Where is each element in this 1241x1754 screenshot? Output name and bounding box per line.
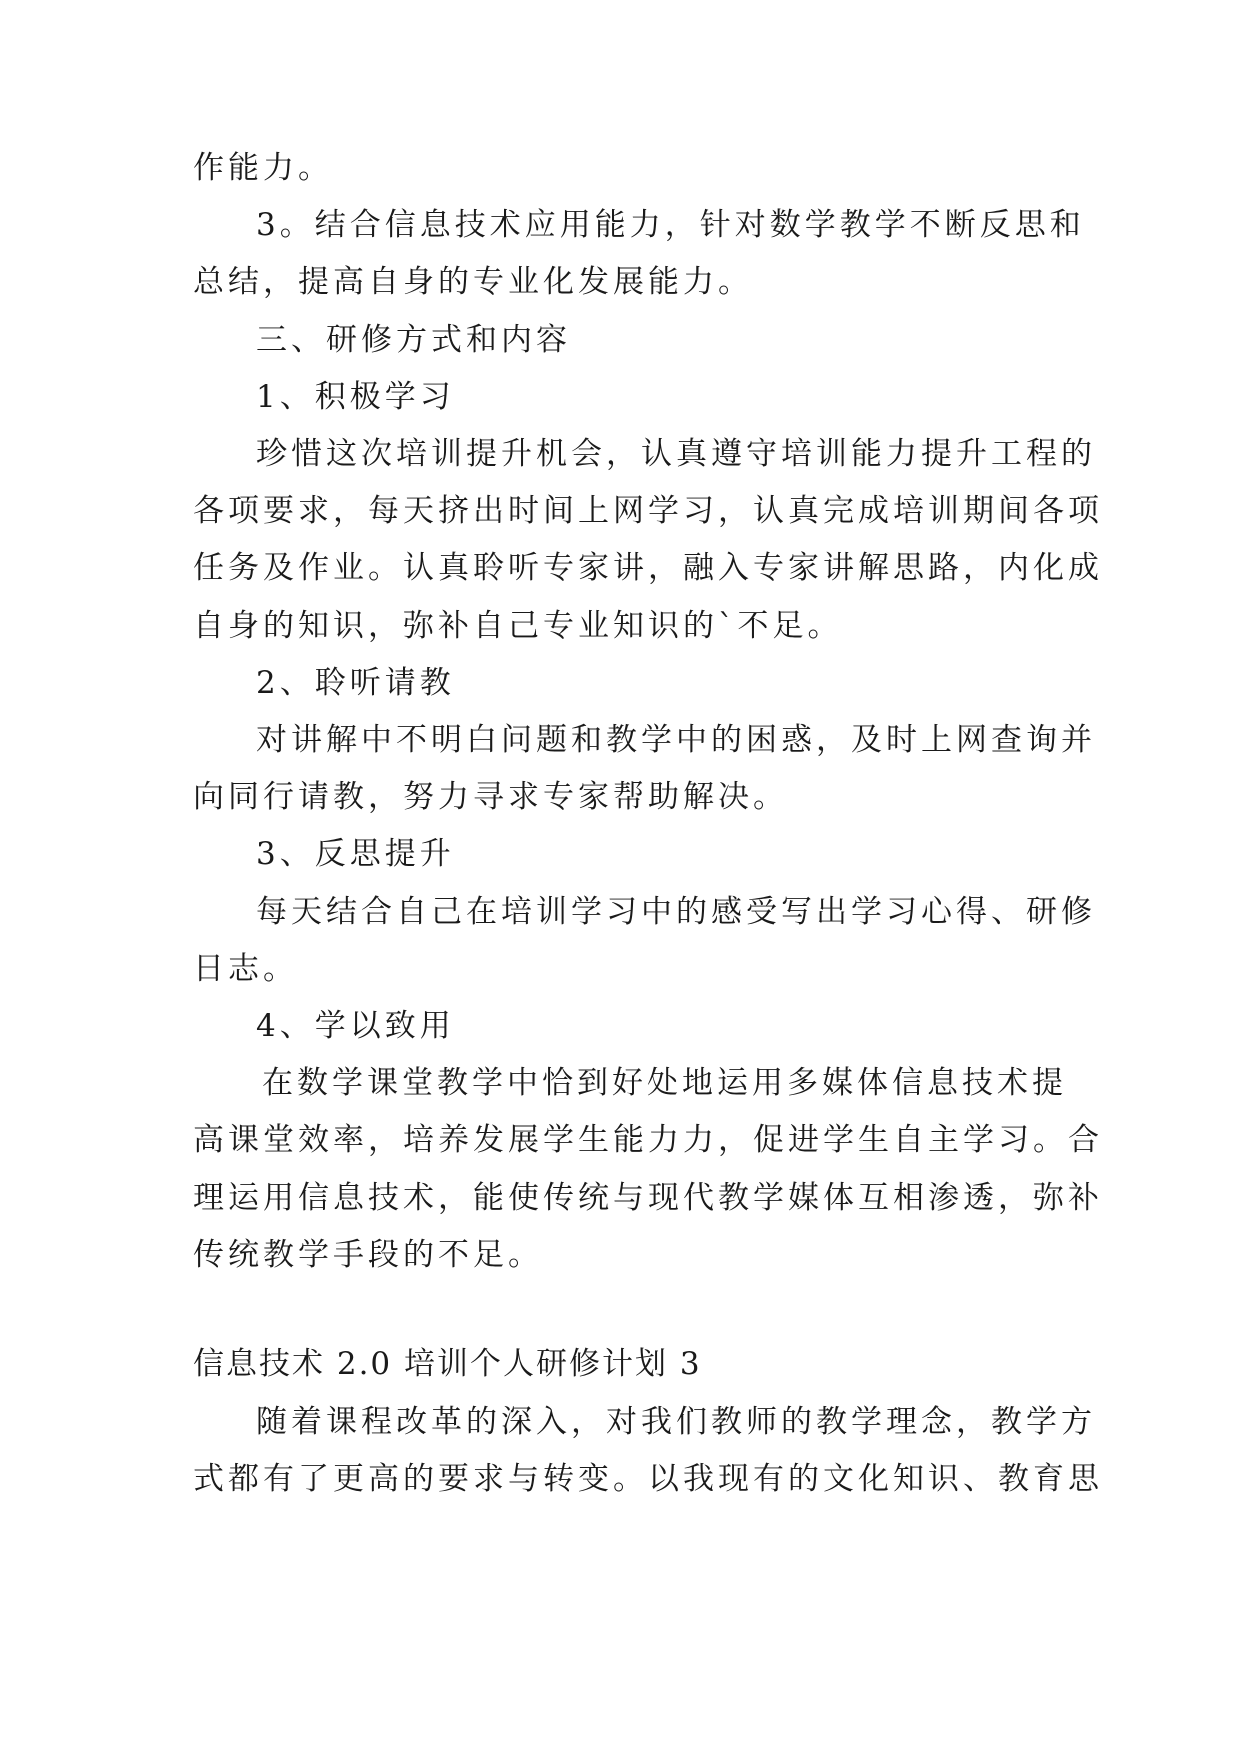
paragraph-line: 高课堂效率，培养发展学生能力力，促进学生自主学习。合 [193, 1122, 1103, 1158]
paragraph-line: 向同行请教，努力寻求专家帮助解决。 [193, 779, 788, 815]
paragraph-line: 对讲解中不明白问题和教学中的困惑，及时上网查询并 [256, 722, 1096, 758]
paragraph-line: 随着课程改革的深入，对我们教师的教学理念，教学方 [256, 1404, 1096, 1440]
paragraph-line: 每天结合自己在培训学习中的感受写出学习心得、研修 [256, 894, 1096, 930]
subsection-heading: 2、聆听请教 [256, 665, 455, 701]
paragraph-line: 任务及作业。认真聆听专家讲，融入专家讲解思路，内化成 [193, 550, 1103, 586]
subsection-heading: 3、反思提升 [256, 836, 455, 872]
document-title: 信息技术 2.0 培训个人研修计划 3 [193, 1346, 702, 1382]
paragraph-line: 各项要求，每天挤出时间上网学习，认真完成培训期间各项 [193, 493, 1103, 529]
paragraph-line: 理运用信息技术，能使传统与现代教学媒体互相渗透，弥补 [193, 1180, 1103, 1216]
paragraph-line: 式都有了更高的要求与转变。以我现有的文化知识、教育思 [193, 1461, 1103, 1497]
section-heading: 三、研修方式和内容 [256, 322, 571, 358]
paragraph-line: 在数学课堂教学中恰到好处地运用多媒体信息技术提 [262, 1065, 1067, 1101]
paragraph-line: 作能力。 [193, 150, 333, 186]
paragraph-line: 总结，提高自身的专业化发展能力。 [193, 264, 753, 300]
subsection-heading: 4、学以致用 [256, 1008, 455, 1044]
subsection-heading: 1、积极学习 [256, 379, 455, 415]
paragraph-line: 珍惜这次培训提升机会，认真遵守培训能力提升工程的 [256, 436, 1096, 472]
paragraph-line: 传统教学手段的不足。 [193, 1237, 543, 1273]
paragraph-line: 3。结合信息技术应用能力，针对数学教学不断反思和 [256, 207, 1085, 243]
paragraph-line: 自身的知识，弥补自己专业知识的`不足。 [193, 608, 843, 644]
paragraph-line: 日志。 [193, 951, 298, 987]
